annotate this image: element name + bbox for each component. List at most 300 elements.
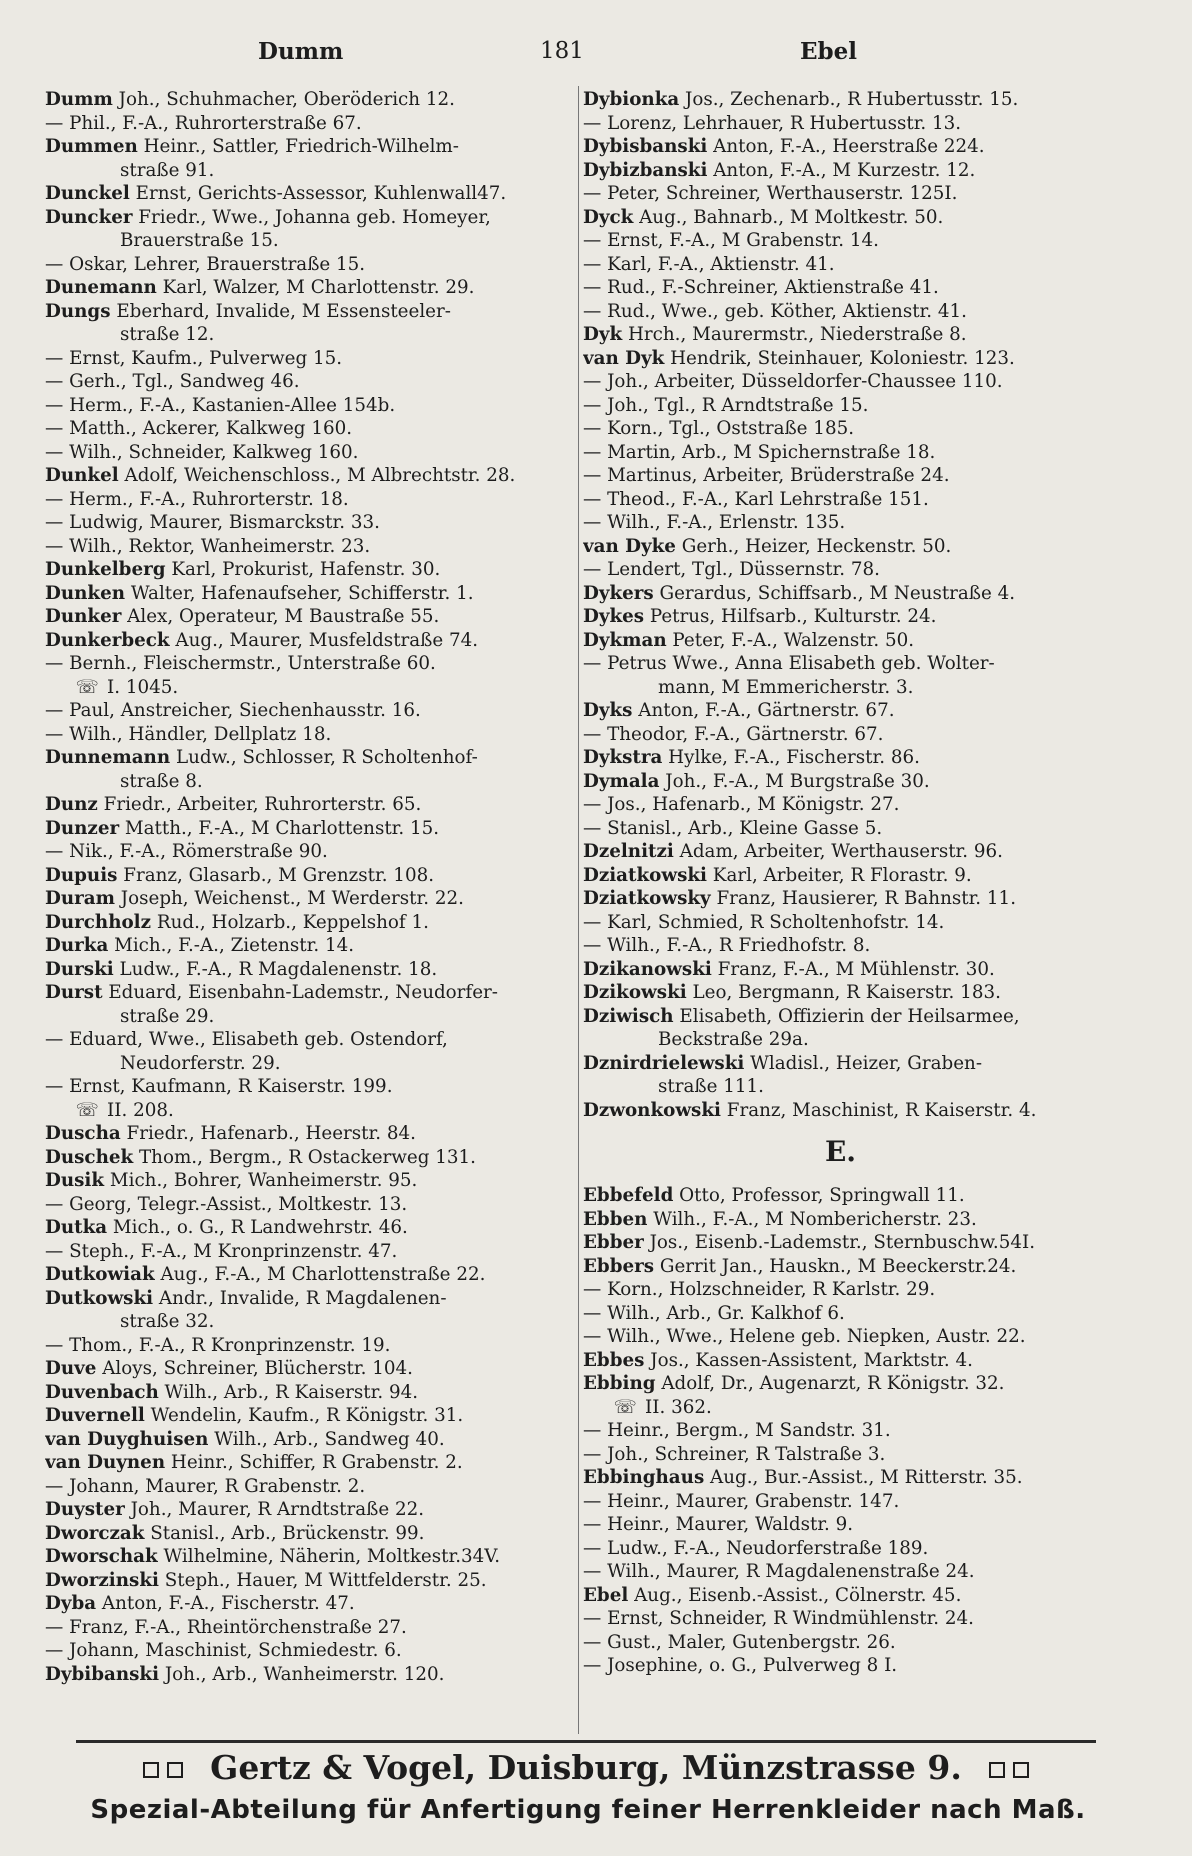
entry-text: Wilh., F.-A., M Nombericherstr. 23. (647, 1208, 977, 1230)
telephone-icon: ☏ (75, 1099, 99, 1121)
directory-entry (583, 441, 1098, 465)
directory-entry (45, 323, 570, 347)
entry-text: — Karl, F.-A., Aktienstr. 41. (583, 253, 835, 275)
directory-entry (45, 981, 570, 1005)
surname: Ebbefeld (583, 1185, 674, 1206)
directory-entry (45, 817, 570, 841)
directory-entry (583, 88, 1098, 112)
surname: Ebber (583, 1232, 644, 1253)
entry-text: Anton, F.-A., Heerstraße 224. (707, 136, 985, 157)
surname: Dupuis (45, 864, 118, 886)
surname: Dworczak (45, 1522, 145, 1544)
directory-entry (583, 253, 1098, 277)
entry-text: Thom., Bergm., R Ostackerweg 131. (133, 1146, 476, 1168)
directory-entry (45, 135, 570, 159)
surname: Dybibanski (45, 1663, 160, 1685)
directory-entry (45, 1663, 570, 1687)
entry-text: straße 32. (120, 1311, 215, 1332)
directory-entry (583, 1302, 1098, 1326)
directory-entry (45, 229, 570, 253)
entry-text: — Wilh., Wwe., Helene geb. Niepken, Austr. 22. (583, 1326, 1026, 1347)
directory-entry (45, 1005, 570, 1029)
entry-text: straße 111. (658, 1076, 764, 1097)
phone-entry (73, 676, 570, 700)
entry-text: straße 12. (120, 324, 215, 345)
directory-entry (583, 323, 1098, 347)
directory-entry (583, 1537, 1098, 1561)
entry-text: Karl, Prokurist, Hafenstr. 30. (165, 559, 441, 580)
directory-entry (45, 1498, 570, 1522)
directory-entry (45, 793, 570, 817)
entry-text: — Wilh., Rektor, Wanheimerstr. 23. (45, 535, 371, 557)
entry-text: Leo, Bergmann, R Kaiserstr. 183. (686, 982, 1001, 1003)
surname: Dykes (583, 606, 645, 627)
directory-entry (583, 370, 1098, 394)
entry-text: Jos., Kassen-Assistent, Marktstr. 4. (644, 1349, 973, 1371)
entry-text: II. 208. (107, 1099, 174, 1121)
directory-entry (45, 1475, 570, 1499)
directory-entry (45, 840, 570, 864)
directory-entry (45, 112, 570, 136)
entry-text: — Karl, Schmied, R Scholtenhofstr. 14. (583, 911, 945, 933)
entry-text: Eduard, Eisenbahn-Lademstr., Neudorfer- (102, 982, 498, 1003)
surname: Duvernell (45, 1405, 145, 1426)
directory-entry (583, 887, 1098, 911)
directory-entry (583, 394, 1098, 418)
directory-entry (583, 958, 1098, 982)
entry-text: Walter, Hafenaufseher, Schifferstr. 1. (125, 582, 474, 604)
entry-text: — Ludw., F.-A., Neudorferstraße 189. (583, 1537, 929, 1559)
directory-entry (583, 1278, 1098, 1302)
entry-text: Joh., F.-A., M Burgstraße 30. (659, 770, 930, 792)
phone-entry (73, 1099, 570, 1123)
directory-entry (583, 1584, 1098, 1608)
surname: van Duyghuisen (45, 1428, 209, 1450)
advertisement-tagline: Spezial-Abteilung für Anfertigung feiner Herrenkleider nach Maß. (90, 1795, 1086, 1825)
entry-text: Hylke, F.-A., Fischerstr. 86. (662, 747, 920, 768)
entry-text: — Stanisl., Arb., Kleine Gasse 5. (583, 817, 883, 839)
entry-text: — Jos., Hafenarb., M Königstr. 27. (583, 794, 900, 815)
entry-text: — Rud., Wwe., geb. Köther, Aktienstr. 41. (583, 300, 967, 322)
entry-text: Aug., Bahnarb., M Moltkestr. 50. (633, 206, 944, 228)
directory-entry (45, 394, 570, 418)
entry-text: — Ernst, Schneider, R Windmühlenstr. 24. (583, 1608, 974, 1629)
entry-text: Eberhard, Invalide, M Essensteeler- (110, 300, 451, 322)
entry-text: — Paul, Anstreicher, Siechenhausstr. 16. (45, 700, 421, 721)
entry-text: Gerh., Heizer, Heckenstr. 50. (675, 535, 952, 557)
surname: Dyck (583, 206, 634, 228)
directory-entry (583, 112, 1098, 136)
directory-entry (583, 229, 1098, 253)
entry-text: Anton, F.-A., Fischerstr. 47. (96, 1593, 355, 1614)
section-letter: E. (824, 1135, 857, 1168)
directory-entry (583, 1607, 1098, 1631)
square-ornament-icon (989, 1762, 1005, 1778)
directory-entry (45, 1263, 570, 1287)
telephone-icon: ☏ (613, 1396, 637, 1418)
directory-entry (45, 1545, 570, 1569)
directory-entry (583, 723, 1098, 747)
directory-entry (45, 864, 570, 888)
entry-text: — Wilh., Maurer, R Magdalenenstraße 24. (583, 1561, 975, 1582)
entry-text: — Heinr., Maurer, Grabenstr. 147. (583, 1490, 900, 1512)
directory-entry (583, 699, 1098, 723)
directory-entry (45, 1028, 570, 1052)
directory-entry (45, 1075, 570, 1099)
entry-text: Wilh., Arb., Sandweg 40. (208, 1428, 445, 1450)
surname: Durski (45, 958, 114, 980)
entry-text: — Oskar, Lehrer, Brauerstraße 15. (45, 253, 366, 275)
entry-text: — Ludwig, Maurer, Bismarckstr. 33. (45, 512, 380, 533)
surname: Dybionka (583, 89, 680, 110)
entry-text: Wendelin, Kaufm., R Königstr. 31. (144, 1405, 464, 1426)
directory-entry (583, 1231, 1098, 1255)
directory-entry (583, 793, 1098, 817)
entry-text: — Georg, Telegr.-Assist., Moltkestr. 13. (45, 1193, 408, 1215)
right-column (583, 88, 1098, 1678)
entry-text: Brauerstraße 15. (120, 230, 279, 251)
entry-text: — Theod., F.-A., Karl Lehrstraße 151. (583, 488, 929, 510)
surname: Dzwonkowski (583, 1099, 721, 1121)
directory-entry (583, 629, 1098, 653)
entry-text: Mich., F.-A., Zietenstr. 14. (108, 935, 355, 956)
directory-entry (45, 253, 570, 277)
square-ornament-icon (1013, 1762, 1029, 1778)
surname: Dzelnitzi (583, 841, 674, 862)
surname: Durka (45, 935, 109, 956)
entry-text: mann, M Emmericherstr. 3. (658, 676, 914, 698)
entry-text: — Herm., F.-A., Ruhrorterstr. 18. (45, 488, 349, 510)
entry-text: — Wilh., Schneider, Kalkweg 160. (45, 441, 359, 463)
left-column (45, 88, 570, 1686)
surname: Duram (45, 888, 115, 909)
directory-entry (583, 1372, 1098, 1396)
entry-text: — Lendert, Tgl., Düssernstr. 78. (583, 559, 880, 580)
entry-text: straße 8. (120, 770, 203, 792)
surname: Dunkelberg (45, 559, 166, 580)
entry-text: Karl, Walzer, M Charlottenstr. 29. (156, 277, 475, 298)
surname: Dutkowski (45, 1287, 154, 1309)
surname: Dykers (583, 582, 654, 604)
entry-text: I. 1045. (107, 676, 179, 698)
surname: Dunemann (45, 277, 157, 298)
directory-entry (583, 535, 1098, 559)
entry-text: — Heinr., Bergm., M Sandstr. 31. (583, 1420, 891, 1441)
directory-entry (45, 535, 570, 559)
directory-entry (583, 1028, 1098, 1052)
directory-entry (45, 276, 570, 300)
entry-text: Friedr., Wwe., Johanna geb. Homeyer, (132, 206, 491, 228)
entry-text: straße 91. (120, 159, 215, 181)
surname: Dziwisch (583, 1005, 674, 1027)
directory-entry (583, 1208, 1098, 1232)
surname: Dzikowski (583, 982, 687, 1003)
entry-text: — Wilh., F.-A., Erlenstr. 135. (583, 512, 846, 533)
directory-entry (583, 417, 1098, 441)
directory-entry (45, 1052, 570, 1076)
surname: van Dyke (583, 535, 676, 557)
surname: van Dyk (583, 347, 665, 369)
directory-entry (45, 934, 570, 958)
entry-text: — Rud., F.-Schreiner, Aktienstraße 41. (583, 277, 939, 298)
surname: Duncker (45, 206, 133, 228)
entry-text: Franz, Maschinist, R Kaiserstr. 4. (720, 1099, 1037, 1121)
running-head-left: Dumm (258, 38, 344, 65)
surname: Dunckel (45, 183, 130, 204)
entry-text: — Wilh., Arb., Gr. Kalkhof 6. (583, 1302, 845, 1324)
directory-entry (45, 1122, 570, 1146)
directory-entry (583, 159, 1098, 183)
entry-text: — Thom., F.-A., R Kronprinzenstr. 19. (45, 1334, 391, 1356)
entry-text: — Franz, F.-A., Rheintörchenstraße 27. (45, 1616, 407, 1638)
entry-text: Joh., Arb., Wanheimerstr. 120. (159, 1663, 445, 1685)
surname: Dusik (45, 1170, 105, 1191)
directory-entry (45, 1639, 570, 1663)
directory-entry (45, 370, 570, 394)
directory-entry (583, 1005, 1098, 1029)
running-head-right: Ebel (800, 38, 857, 65)
entry-text: — Joh., Arbeiter, Düsseldorfer-Chaussee 110. (583, 371, 1003, 392)
footer-rule (76, 1740, 1096, 1743)
directory-entry (45, 1334, 570, 1358)
directory-entry (583, 817, 1098, 841)
directory-entry (45, 1592, 570, 1616)
surname: Ebbing (583, 1373, 656, 1394)
entry-text: — Petrus Wwe., Anna Elisabeth geb. Wolter- (583, 653, 995, 674)
entry-text: Franz, Glasarb., M Grenzstr. 108. (117, 864, 435, 886)
surname: Dzikanowski (583, 958, 712, 980)
surname: Dunkerbeck (45, 629, 170, 651)
directory-entry (583, 864, 1098, 888)
surname: Ebbinghaus (583, 1467, 705, 1488)
directory-entry (45, 887, 570, 911)
entry-text: Heinr., Sattler, Friedrich-Wilhelm- (137, 136, 459, 157)
surname: Dunker (45, 606, 122, 627)
directory-entry (45, 629, 570, 653)
surname: Dybisbanski (583, 136, 708, 157)
directory-entry (45, 300, 570, 324)
surname: Dykman (583, 629, 667, 651)
surname: Dyk (583, 324, 623, 345)
directory-entry (45, 699, 570, 723)
entry-text: — Heinr., Maurer, Waldstr. 9. (583, 1514, 854, 1535)
entry-text: Aloys, Schreiner, Blücherstr. 104. (96, 1358, 413, 1379)
directory-entry (583, 981, 1098, 1005)
directory-entry (583, 582, 1098, 606)
directory-entry (583, 1349, 1098, 1373)
surname: Dyks (583, 700, 633, 721)
directory-entry (45, 441, 570, 465)
entry-text: — Herm., F.-A., Kastanien-Allee 154b. (45, 394, 396, 416)
directory-entry (45, 582, 570, 606)
surname: Dunz (45, 794, 98, 815)
entry-text: Wilhelmine, Näherin, Moltkestr.34V. (157, 1546, 501, 1567)
directory-entry (583, 1466, 1098, 1490)
surname: Dworschak (45, 1546, 158, 1567)
surname: Dziatkowsky (583, 888, 711, 909)
entry-text: Aug., F.-A., M Charlottenstraße 22. (154, 1264, 486, 1285)
directory-entry (583, 135, 1098, 159)
directory-entry (583, 1184, 1098, 1208)
entry-text: Adolf, Weichenschloss., M Albrechtstr. 28. (118, 465, 516, 486)
directory-entry (45, 652, 570, 676)
entry-text: — Joh., Tgl., R Arndtstraße 15. (583, 394, 869, 416)
directory-entry (583, 182, 1098, 206)
directory-entry (583, 770, 1098, 794)
surname: Durst (45, 982, 103, 1003)
entry-text: — Phil., F.-A., Ruhrorterstraße 67. (45, 112, 362, 134)
square-ornament-icon (143, 1762, 159, 1778)
entry-text: — Steph., F.-A., M Kronprinzenstr. 47. (45, 1240, 398, 1262)
entry-text: Anton, F.-A., Gärtnerstr. 67. (632, 700, 895, 721)
entry-text: Andr., Invalide, R Magdalenen- (153, 1287, 447, 1309)
entry-text: Friedr., Hafenarb., Heerstr. 84. (120, 1123, 416, 1144)
directory-entry (583, 206, 1098, 230)
entry-text: Gerardus, Schiffsarb., M Neustraße 4. (653, 582, 1016, 604)
entry-text: Jos., Zechenarb., R Hubertusstr. 15. (679, 89, 1019, 110)
surname: Dunken (45, 582, 126, 604)
entry-text: Gerrit Jan., Hauskn., M Beeckerstr.24. (654, 1255, 1017, 1277)
directory-entry (45, 1428, 570, 1452)
surname: Dutkowiak (45, 1264, 155, 1285)
directory-entry (45, 347, 570, 371)
entry-text: — Joh., Schreiner, R Talstraße 3. (583, 1443, 886, 1465)
entry-text: Jos., Eisenb.-Lademstr., Sternbuschw.54I. (643, 1232, 1036, 1253)
entry-text: Friedr., Arbeiter, Ruhrorterstr. 65. (97, 794, 422, 815)
surname: Dungs (45, 300, 111, 322)
directory-entry (45, 1381, 570, 1405)
directory-entry (45, 1193, 570, 1217)
entry-text: Anton, F.-A., M Kurzestr. 12. (707, 159, 976, 181)
entry-text: Matth., F.-A., M Charlottenstr. 15. (119, 817, 440, 839)
directory-entry (583, 1052, 1098, 1076)
directory-entry (583, 464, 1098, 488)
directory-entry (45, 1169, 570, 1193)
directory-entry (583, 488, 1098, 512)
surname: Dziatkowski (583, 864, 707, 886)
entry-text: — Ernst, F.-A., M Grabenstr. 14. (583, 230, 879, 251)
entry-text: — Johann, Maurer, R Grabenstr. 2. (45, 1475, 366, 1497)
entry-text: Mich., o. G., R Landwehrstr. 46. (107, 1217, 408, 1238)
entry-text: Ernst, Gerichts-Assessor, Kuhlenwall47. (129, 183, 507, 204)
entry-text: Alex, Operateur, M Baustraße 55. (121, 606, 440, 627)
directory-entry (45, 1310, 570, 1334)
directory-entry (45, 558, 570, 582)
directory-entry (583, 676, 1098, 700)
entry-text: Steph., Hauer, M Wittfelderstr. 25. (158, 1569, 487, 1591)
entry-text: — Ernst, Kaufm., Pulverweg 15. (45, 347, 343, 369)
directory-entry (583, 1490, 1098, 1514)
entry-text: Stanisl., Arb., Brückenstr. 99. (144, 1522, 425, 1544)
surname: Dunnemann (45, 747, 171, 768)
entry-text: — Korn., Tgl., Oststraße 185. (583, 418, 855, 439)
surname: Ebbers (583, 1255, 655, 1277)
directory-entry (583, 1419, 1098, 1443)
entry-text: — Bernh., Fleischermstr., Unterstraße 60. (45, 653, 436, 674)
directory-entry (45, 417, 570, 441)
directory-entry (45, 1146, 570, 1170)
entry-text: — Ernst, Kaufmann, R Kaiserstr. 199. (45, 1076, 393, 1097)
surname: Ebbes (583, 1349, 645, 1371)
directory-entry (45, 770, 570, 794)
directory-entry (583, 1075, 1098, 1099)
entry-text: Joh., Maurer, R Arndtstraße 22. (124, 1499, 425, 1520)
entry-text: Franz, F.-A., M Mühlenstr. 30. (711, 958, 995, 980)
entry-text: Elisabeth, Offizierin der Heilsarmee, (673, 1005, 1020, 1027)
directory-entry (45, 723, 570, 747)
entry-text: — Martinus, Arbeiter, Brüderstraße 24. (583, 465, 950, 486)
surname: Duve (45, 1358, 97, 1379)
entry-text: Rud., Holzarb., Keppelshof 1. (151, 911, 429, 933)
surname: Dumm (45, 89, 113, 110)
surname: Dymala (583, 770, 660, 792)
directory-entry (583, 746, 1098, 770)
entry-text: Beckstraße 29a. (658, 1029, 809, 1050)
surname: Dutka (45, 1217, 108, 1238)
directory-entry (583, 1631, 1098, 1655)
entry-text: Ludw., Schlosser, R Scholtenhof- (170, 747, 478, 768)
firm-name: Gertz & Vogel, Duisburg, Münzstrasse 9. (210, 1748, 962, 1787)
entry-text: Hendrik, Steinhauer, Koloniestr. 123. (664, 347, 1015, 369)
entry-text: — Gerh., Tgl., Sandweg 46. (45, 371, 300, 392)
directory-entry (583, 652, 1098, 676)
entry-text: — Matth., Ackerer, Kalkweg 160. (45, 418, 353, 439)
entry-text: straße 29. (120, 1005, 215, 1027)
entry-text: Aug., Eisenb.-Assist., Cölnerstr. 45. (628, 1584, 962, 1606)
entry-text: — Theodor, F.-A., Gärtnerstr. 67. (583, 723, 884, 745)
directory-entry (583, 276, 1098, 300)
surname: Ebben (583, 1208, 648, 1230)
entry-text: — Johann, Maschinist, Schmiedestr. 6. (45, 1640, 402, 1661)
surname: Ebel (583, 1584, 629, 1606)
telephone-icon: ☏ (75, 676, 99, 698)
surname: van Duynen (45, 1452, 166, 1473)
entry-text: Petrus, Hilfsarb., Kulturstr. 24. (644, 606, 937, 627)
surname: Dykstra (583, 747, 663, 768)
entry-text: Adam, Arbeiter, Werthauserstr. 96. (673, 841, 1003, 862)
entry-text: — Gust., Maler, Gutenbergstr. 26. (583, 1631, 896, 1653)
entry-text: — Eduard, Wwe., Elisabeth geb. Ostendorf, (45, 1029, 448, 1050)
directory-entry (583, 1513, 1098, 1537)
directory-entry (45, 1404, 570, 1428)
entry-text: — Wilh., F.-A., R Friedhofstr. 8. (583, 935, 871, 956)
directory-entry (583, 1560, 1098, 1584)
directory-entry (583, 911, 1098, 935)
surname: Dunzer (45, 817, 120, 839)
entry-text: — Wilh., Händler, Dellplatz 18. (45, 723, 332, 745)
entry-text: — Josephine, o. G., Pulverweg 8 I. (583, 1655, 898, 1676)
directory-entry (45, 206, 570, 230)
directory-entry (583, 300, 1098, 324)
entry-text: Adolf, Dr., Augenarzt, R Königstr. 32. (655, 1373, 1005, 1394)
entry-text: Otto, Professor, Springwall 11. (673, 1185, 965, 1206)
entry-text: Aug., Bur.-Assist., M Ritterstr. 35. (704, 1467, 1023, 1488)
directory-entry (583, 1443, 1098, 1467)
entry-text: Wladisl., Heizer, Graben- (744, 1052, 982, 1074)
directory-entry (583, 1099, 1098, 1123)
entry-text: — Martin, Arb., M Spichernstraße 18. (583, 441, 936, 463)
directory-entry (583, 934, 1098, 958)
entry-text: Joh., Schuhmacher, Oberöderich 12. (112, 89, 455, 110)
directory-entry (45, 1569, 570, 1593)
directory-entry (583, 1325, 1098, 1349)
entry-text: Franz, Hausierer, R Bahnstr. 11. (710, 888, 1016, 909)
surname: Dummen (45, 136, 138, 157)
entry-text: — Peter, Schreiner, Werthauserstr. 125I. (583, 183, 958, 204)
directory-entry (583, 558, 1098, 582)
entry-text: Wilh., Arb., R Kaiserstr. 94. (158, 1381, 419, 1403)
entry-text: Neudorferstr. 29. (120, 1052, 281, 1074)
